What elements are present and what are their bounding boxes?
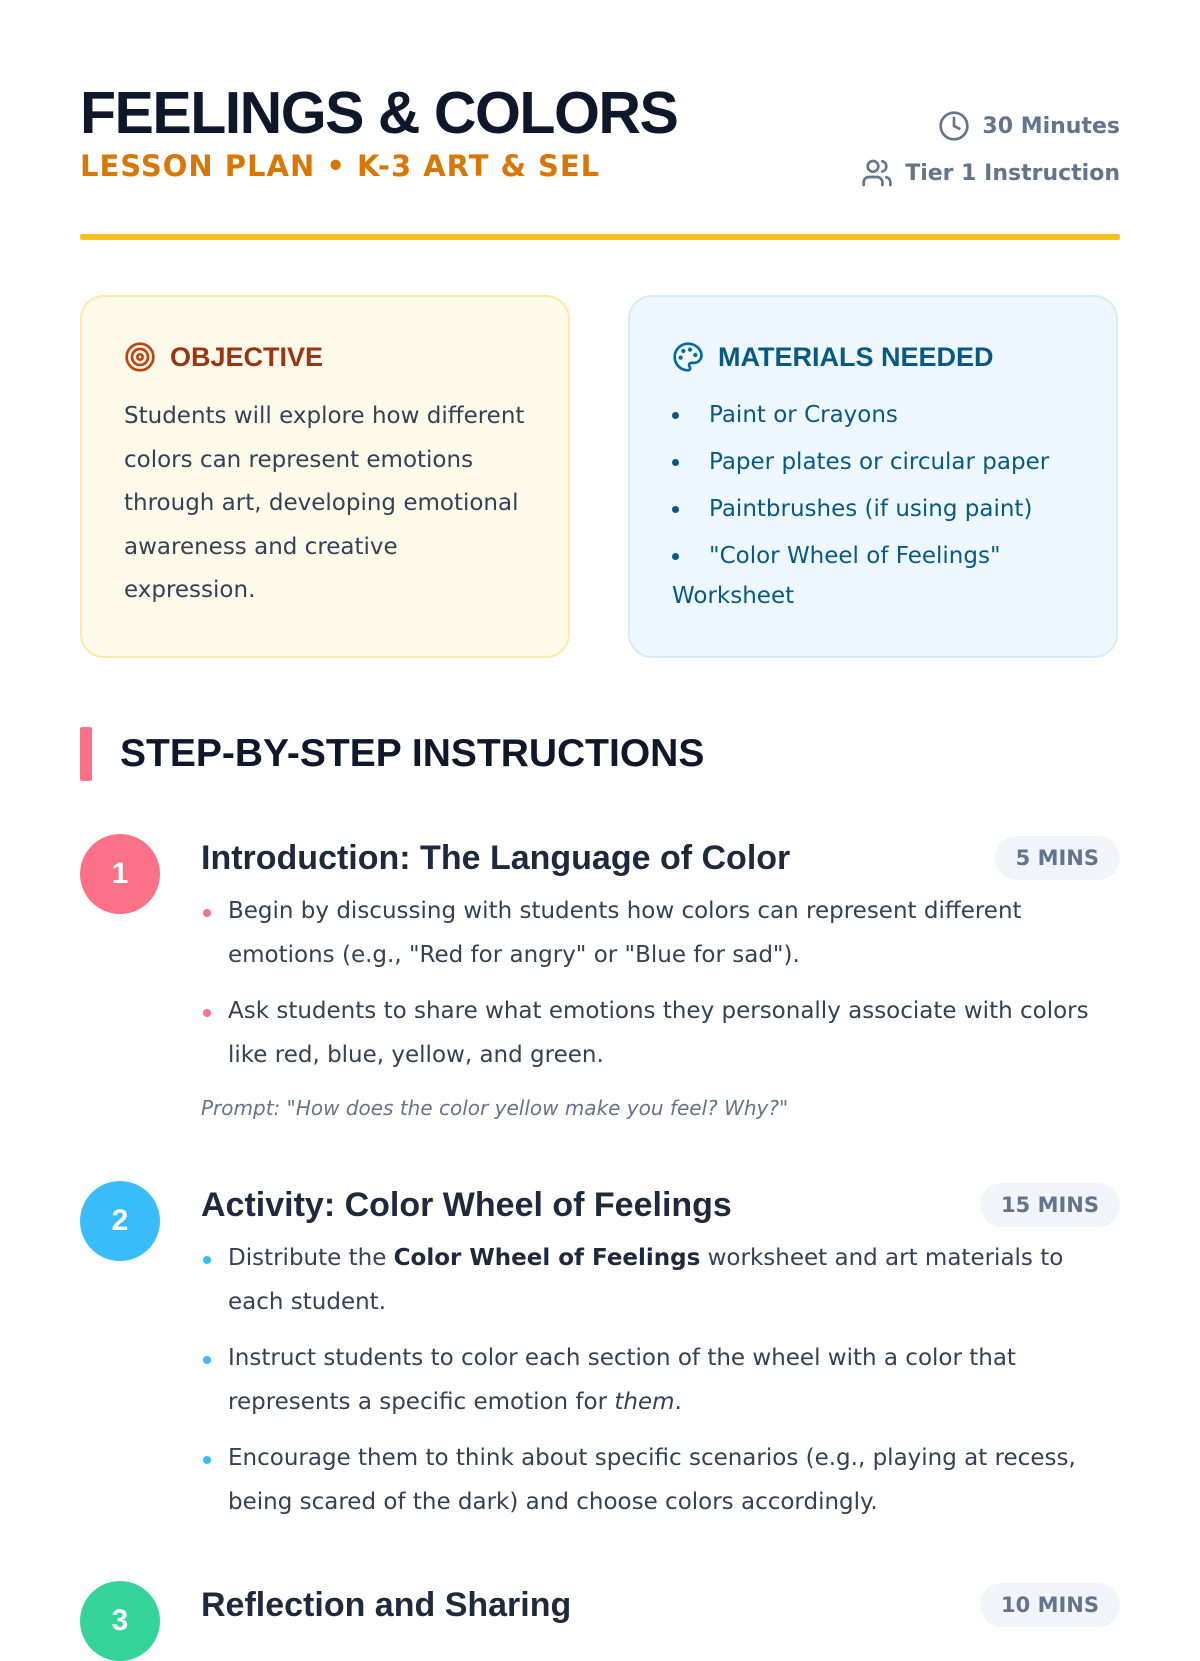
materials-title: MATERIALS NEEDED — [718, 341, 994, 372]
duration-badge: 10 MINS — [980, 1583, 1120, 1627]
section-accent-bar — [80, 727, 92, 781]
list-item: Paper plates or circular paper — [672, 442, 1092, 482]
list-item: "Color Wheel of Feelings" Worksheet — [672, 543, 1001, 609]
list-item: Paintbrushes (if using paint) — [672, 489, 1092, 529]
step-number-badge: 3 — [80, 1581, 160, 1661]
objective-card — [80, 295, 570, 658]
users-icon — [861, 157, 893, 189]
list-item: Instruct students to color each section of the wheel with a color that represents a specific emotion for them. — [201, 1337, 1121, 1424]
step-list — [201, 1237, 1121, 1537]
list-item: Encourage them to think about specific scenarios (e.g., playing at recess, being scared of the dark) and choose colors accordingly. — [201, 1437, 1121, 1524]
target-icon — [124, 341, 156, 373]
materials-card — [628, 295, 1118, 658]
clock-icon — [938, 110, 970, 142]
header-divider — [80, 234, 1120, 240]
duration-meta — [861, 108, 1120, 144]
step-list — [201, 890, 1121, 1090]
palette-icon — [672, 341, 704, 373]
list-item: Paint or Crayons — [672, 395, 1092, 435]
materials-header — [672, 341, 994, 373]
duration-label: 30 Minutes — [982, 113, 1120, 139]
list-item: Distribute the Color Wheel of Feelings worksheet and art materials to each student. — [201, 1237, 1121, 1324]
step-title: Reflection and Sharing — [201, 1586, 572, 1624]
lesson-meta — [861, 108, 1120, 202]
step-prompt: Prompt: "How does the color yellow make you feel? Why?" — [201, 1096, 789, 1120]
step-title: Activity: Color Wheel of Feelings — [201, 1186, 732, 1224]
duration-badge: 15 MINS — [980, 1183, 1120, 1227]
objective-header — [124, 341, 323, 373]
page-title: FEELINGS & COLORS — [80, 80, 678, 146]
step-number-badge: 2 — [80, 1181, 160, 1261]
section-title: STEP-BY-STEP INSTRUCTIONS — [120, 732, 705, 775]
header — [80, 78, 1120, 238]
objective-text: Students will explore how different colors can represent emotions through art, developing emotional awareness and creative expression. — [124, 403, 525, 603]
objective-title: OBJECTIVE — [170, 341, 324, 372]
page-subtitle: LESSON PLAN • K-3 ART & SEL — [80, 149, 601, 183]
step-number-badge: 1 — [80, 834, 160, 914]
step-title: Introduction: The Language of Color — [201, 839, 791, 877]
tier-meta — [861, 155, 1120, 191]
duration-badge: 5 MINS — [995, 836, 1120, 880]
list-item: Begin by discussing with students how colors can represent different emotions (e.g., "Red for angry" or "Blue for sad"). — [201, 890, 1121, 977]
materials-list — [672, 395, 1092, 623]
tier-label: Tier 1 Instruction — [905, 160, 1120, 186]
list-item: Ask students to share what emotions they personally associate with colors like red, blue, yellow, and green. — [201, 990, 1121, 1077]
